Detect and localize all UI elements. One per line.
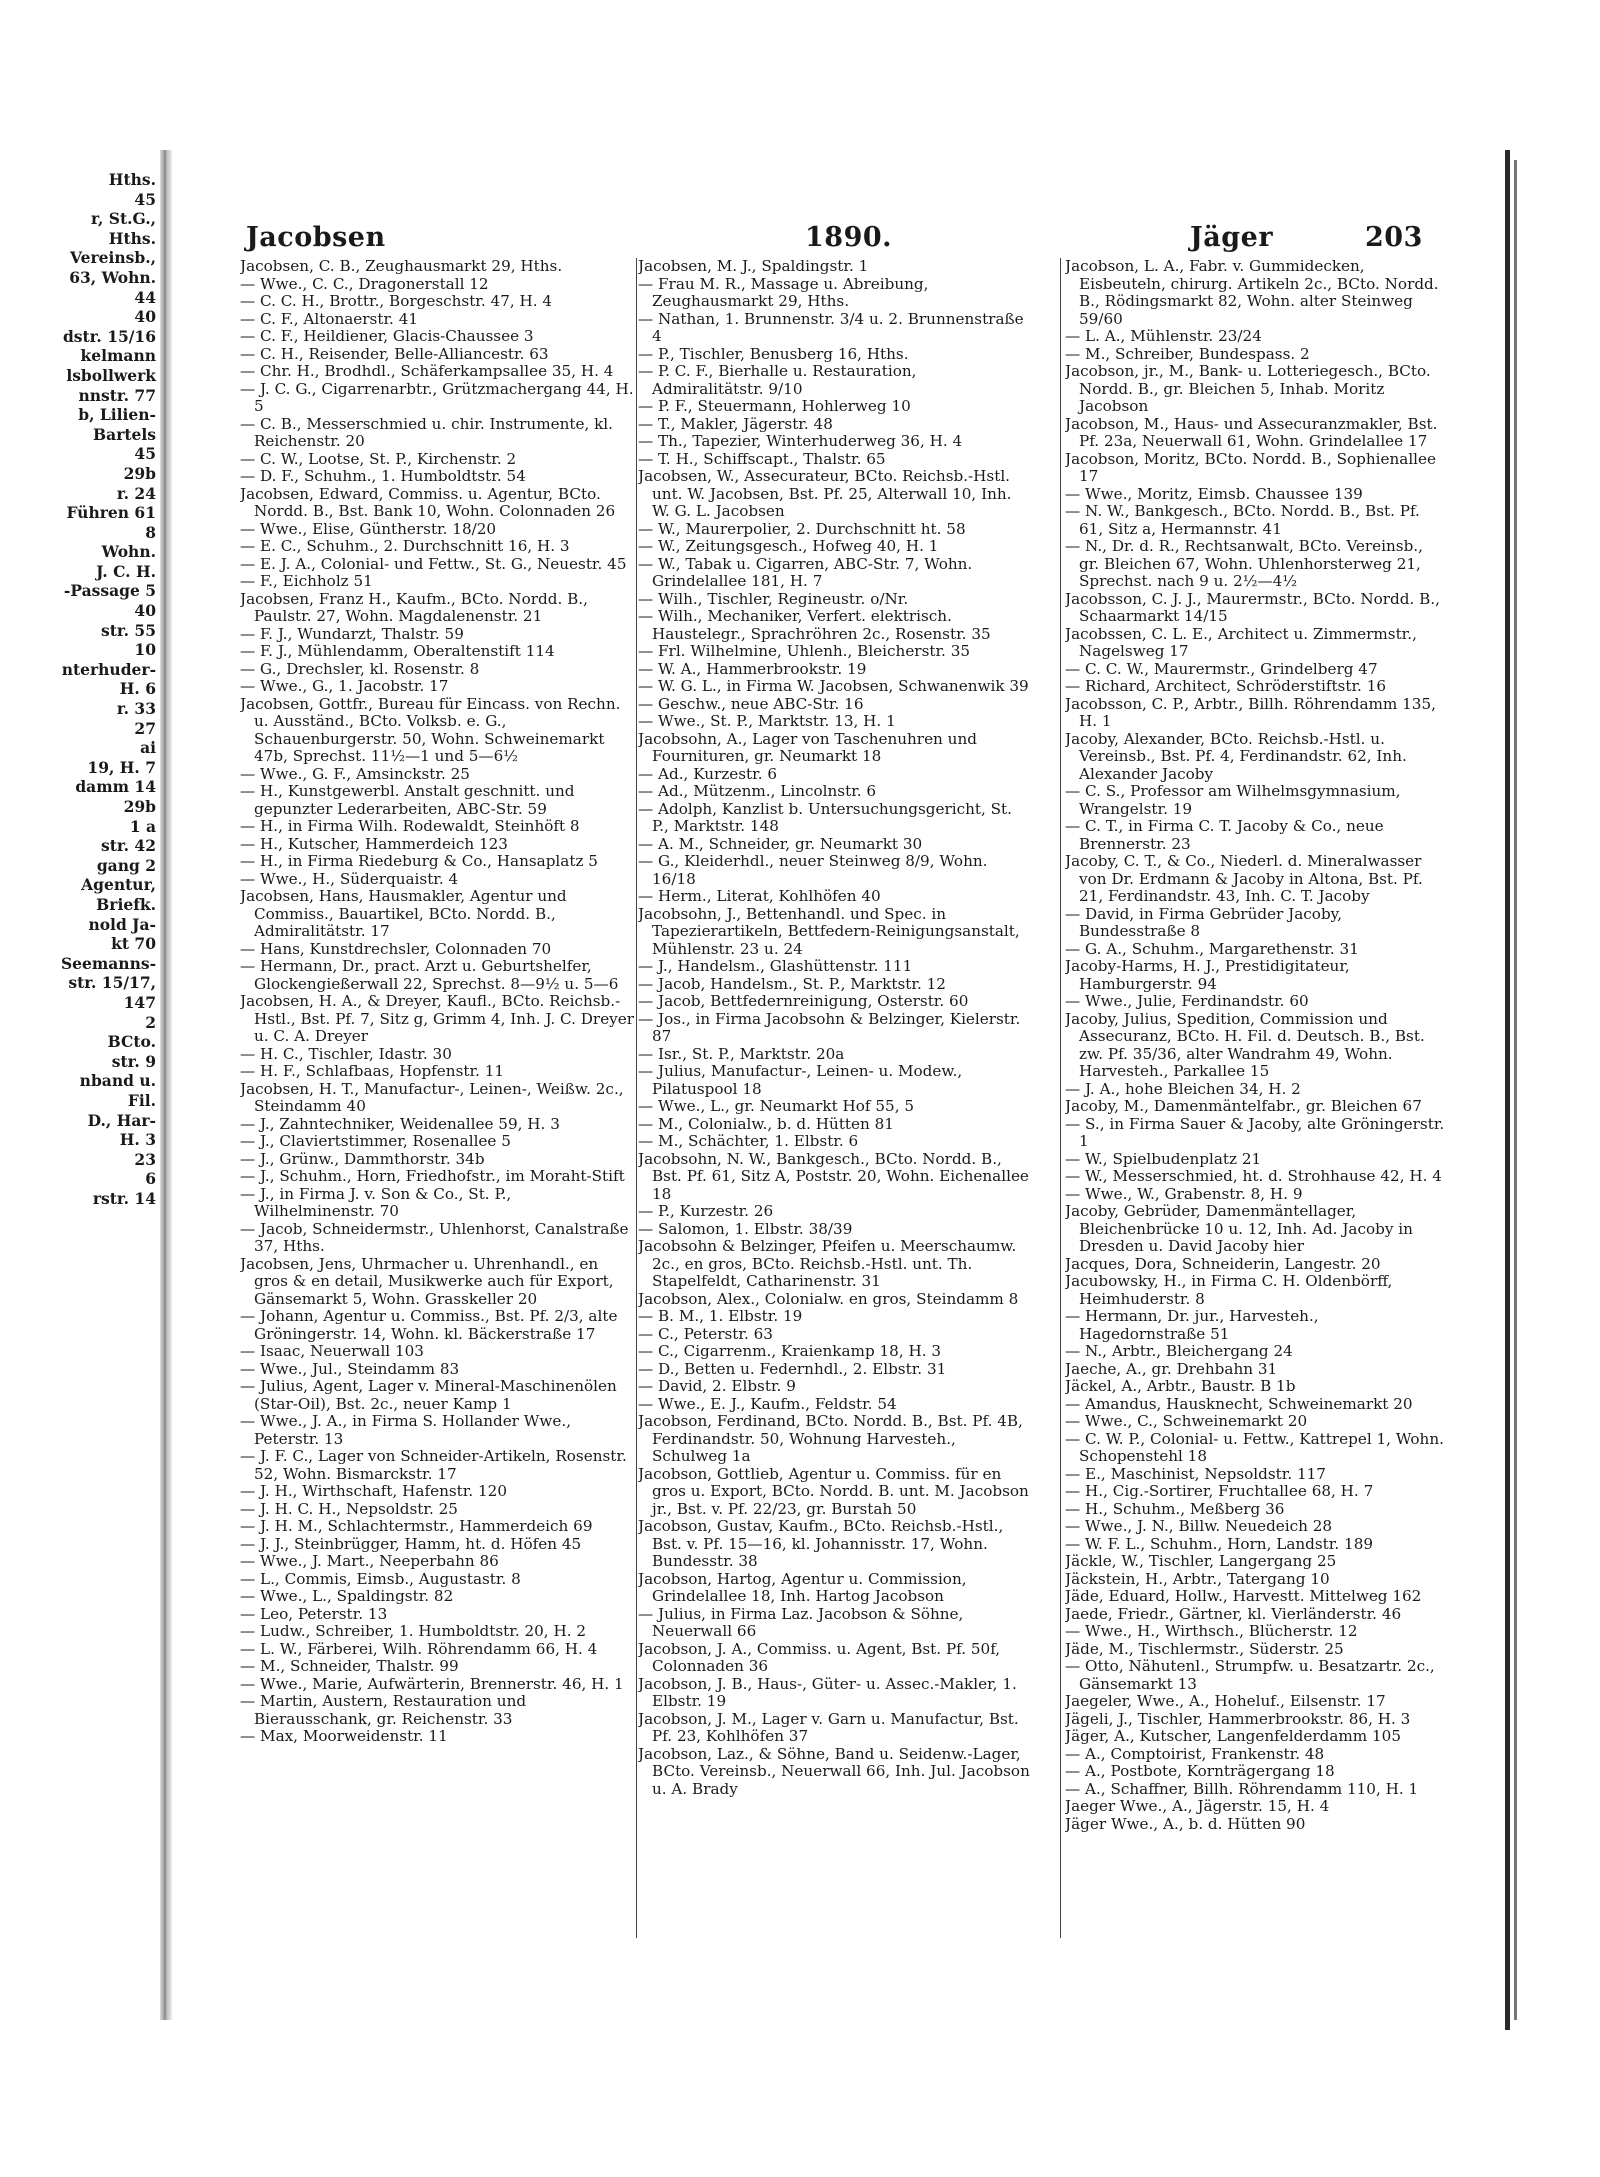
directory-entry: — Wwe., H., Süderquaistr. 4 xyxy=(240,869,459,888)
directory-entry: Jacobsen, Gottfr., Bureau für Eincass. von Rechn. u. Ausständ., BCto. Volksb. e. G., Schauenburgerstr. 50, Wohn. Schweinemarkt 47b, Sprechst. 11½—1 und 5—6½ xyxy=(240,694,621,765)
directory-entry: Jacobson, Gustav, Kaufm., BCto. Reichsb.-Hstl., Bst. v. Pf. 15—16, kl. Johannisstr. 17, Wohn. Bundesstr. 38 xyxy=(638,1517,1004,1570)
directory-entry: Jacobsen, W., Assecurateur, BCto. Reichsb.-Hstl. unt. W. Jacobsen, Bst. Pf. 25, Alterwall 10, Inh. W. G. L. Jacobsen xyxy=(638,467,1012,520)
previous-page-text-fragment: Hths. xyxy=(108,228,156,248)
directory-entry: Jaeger Wwe., A., Jägerstr. 15, H. 4 xyxy=(1065,1797,1330,1815)
directory-entry: — Wwe., W., Grabenstr. 8, H. 9 xyxy=(1065,1184,1303,1203)
directory-entry: — A. M., Schneider, gr. Neumarkt 30 xyxy=(638,834,923,853)
page-edge-line xyxy=(1514,160,1517,2020)
previous-page-text-fragment: Fil. xyxy=(127,1090,156,1110)
directory-entry: — E. J. A., Colonial- und Fettw., St. G., Neuestr. 45 xyxy=(240,554,627,573)
directory-entry: Jacobsen, M. J., Spaldingstr. 1 xyxy=(638,258,869,275)
directory-entry: Jacobsen, H. A., & Dreyer, Kaufl., BCto. Reichsb.-Hstl., Bst. Pf. 7, Sitz g, Grimm 4, Inh. J. C. Dreyer u. C. A. Dreyer xyxy=(240,992,635,1045)
directory-entry: Jacobsohn, J., Bettenhandl. und Spec. in Tapezierartikeln, Bettfedern-Reinigungsanstalt, Mühlenstr. 23 u. 24 xyxy=(638,904,1020,958)
previous-page-text-fragment: Seemanns- xyxy=(60,953,156,973)
directory-entry: — J. C. G., Cigarrenarbtr., Grützmachergang 44, H. 5 xyxy=(240,379,634,415)
previous-page-text-fragment: str. 55 xyxy=(101,620,156,640)
directory-entry: Jacobson, J. M., Lager v. Garn u. Manufactur, Bst. Pf. 23, Kohlhöfen 37 xyxy=(638,1709,1019,1745)
directory-entry: — W. A., Hammerbrookstr. 19 xyxy=(638,659,867,678)
directory-entry: — Wwe., J. Mart., Neeperbahn 86 xyxy=(240,1552,499,1570)
directory-entry: — A., Schaffner, Billh. Röhrendamm 110, H. 1 xyxy=(1065,1779,1419,1798)
directory-entry: — M., Schneider, Thalstr. 99 xyxy=(240,1657,459,1675)
directory-entry: Jacobsohn, N. W., Bankgesch., BCto. Nordd. B., Bst. Pf. 61, Sitz A, Poststr. 20, Wohn. Eichenallee 18 xyxy=(638,1149,1029,1203)
previous-page-text-fragment: lsbollwerk xyxy=(66,365,156,385)
previous-page-text-fragment: H. 6 xyxy=(119,679,156,699)
directory-entry: — Leo, Peterstr. 13 xyxy=(240,1604,388,1623)
directory-entry: — H., in Firma Wilh. Rodewaldt, Steinhöft 8 xyxy=(240,817,580,835)
directory-entry: — Johann, Agentur u. Commiss., Bst. Pf. 2/3, alte Gröningerstr. 14, Wohn. kl. Bäckerstraße 17 xyxy=(240,1307,618,1343)
previous-page-text-fragment: 40 xyxy=(134,307,156,327)
directory-entry: — Max, Moorweidenstr. 11 xyxy=(240,1727,448,1745)
directory-entry: Jacobsen, Franz H., Kaufm., BCto. Nordd. B., Paulstr. 27, Wohn. Magdalenenstr. 21 xyxy=(240,589,588,625)
previous-page-text-fragment: Vereinsb., xyxy=(69,248,156,268)
directory-entry: — Herm., Literat, Kohlhöfen 40 xyxy=(638,887,881,905)
directory-entry: — H., Schuhm., Meßberg 36 xyxy=(1065,1499,1285,1518)
previous-page-text-fragment: Briefk. xyxy=(96,894,156,914)
directory-entry: Jacobsson, C. P., Arbtr., Billh. Röhrendamm 135, H. 1 xyxy=(1065,694,1436,730)
previous-page-text-fragment: BCto. xyxy=(107,1032,156,1052)
directory-entry: — F. J., Wundarzt, Thalstr. 59 xyxy=(240,624,464,643)
directory-entry: Jacobson, Laz., & Söhne, Band u. Seidenw.-Lager, BCto. Vereinsb., Neuerwall 66, Inh. Jul. Jacobson u. A. Brady xyxy=(638,1744,1030,1798)
directory-entry: Jacobson, Hartog, Agentur u. Commission, Grindelallee 18, Inh. Hartog Jacobson xyxy=(638,1569,967,1605)
directory-entry: Jacobssen, C. L. E., Architect u. Zimmermstr., Nagelsweg 17 xyxy=(1065,624,1417,660)
directory-entry: — L. W., Färberei, Wilh. Röhrendamm 66, H. 4 xyxy=(240,1639,598,1658)
directory-entry: — Wwe., Moritz, Eimsb. Chaussee 139 xyxy=(1065,484,1363,503)
directory-entry: — Wwe., E. J., Kaufm., Feldstr. 54 xyxy=(638,1394,897,1413)
directory-entry: Jacobson, jr., M., Bank- u. Lotteriegesch., BCto. Nordd. B., gr. Bleichen 5, Inhab. Moritz Jacobson xyxy=(1065,362,1431,415)
directory-entry: Jacobson, M., Haus- und Assecuranzmakler, Bst. Pf. 23a, Neuerwall 61, Wohn. Grindelallee 17 xyxy=(1065,414,1438,450)
directory-entry: — M., Schreiber, Bundespass. 2 xyxy=(1065,344,1310,363)
previous-page-text-fragment: 40 xyxy=(134,601,156,621)
directory-entry: — N., Dr. d. R., Rechtsanwalt, BCto. Vereinsb., gr. Bleichen 67, Wohn. Uhlenhorsterweg 21, Sprechst. nach 9 u. 2½—4½ xyxy=(1065,537,1423,590)
directory-entry: — C. H., Reisender, Belle-Alliancestr. 63 xyxy=(240,344,549,363)
directory-entry: — Isr., St. P., Marktstr. 20a xyxy=(638,1044,845,1063)
previous-page-text-fragment: 44 xyxy=(134,287,156,307)
directory-entry: — Hans, Kunstdrechsler, Colonnaden 70 xyxy=(240,939,552,958)
directory-entry: — G. A., Schuhm., Margarethenstr. 31 xyxy=(1065,939,1359,958)
previous-page-text-fragment: kt 70 xyxy=(111,934,156,954)
directory-entry: — H., in Firma Riedeburg & Co., Hansaplatz 5 xyxy=(240,852,598,870)
previous-page-text-fragment: nnstr. 77 xyxy=(78,385,156,405)
directory-entry: — Wwe., L., Spaldingstr. 82 xyxy=(240,1587,454,1605)
column-rule xyxy=(1060,258,1061,1938)
directory-entry: — Adolph, Kanzlist b. Untersuchungsgericht, St. P., Marktstr. 148 xyxy=(638,799,1012,835)
directory-entry: Jacobson, L. A., Fabr. v. Gummidecken, Eisbeuteln, chirurg. Artikeln 2c., BCto. Nordd. B., Rödingsmarkt 82, Wohn. alter Steinweg 59/60 xyxy=(1065,258,1439,328)
directory-entry: — Geschw., neue ABC-Str. 16 xyxy=(638,694,864,713)
directory-entry: — David, in Firma Gebrüder Jacoby, Bundesstraße 8 xyxy=(1065,904,1343,940)
directory-entry: — Wilh., Tischler, Regineustr. o/Nr. xyxy=(638,589,909,608)
previous-page-text-fragment: rstr. 14 xyxy=(92,1188,156,1208)
previous-page-text-fragment: r. 33 xyxy=(116,699,156,719)
directory-entry: — J., Grünw., Dammthorstr. 34b xyxy=(240,1149,485,1168)
directory-entry: — F., Eichholz 51 xyxy=(240,572,373,590)
directory-entry: — Wwe., Elise, Güntherstr. 18/20 xyxy=(240,519,497,538)
directory-entry: — Wwe., Julie, Ferdinandstr. 60 xyxy=(1065,992,1309,1010)
directory-entry: Jacobson, Moritz, BCto. Nordd. B., Sophienallee 17 xyxy=(1065,449,1437,485)
directory-entry: Jacoby, Gebrüder, Damenmäntellager, Bleichenbrücke 10 u. 12, Inh. Ad. Jacoby in Dresden u. David Jacoby hier xyxy=(1065,1202,1413,1255)
previous-page-text-fragment: str. 42 xyxy=(101,836,156,856)
directory-entry: — J., Handelsm., Glashüttenstr. 111 xyxy=(638,957,913,975)
previous-page-text-fragment: 29b xyxy=(123,463,156,483)
directory-entry: — E., Maschinist, Nepsoldstr. 117 xyxy=(1065,1464,1326,1483)
page-header xyxy=(240,222,1430,254)
directory-entry: Jacobson, Ferdinand, BCto. Nordd. B., Bst. Pf. 4B, Ferdinandstr. 50, Wohnung Harvesteh., Schulweg 1a xyxy=(638,1412,1023,1465)
directory-entry: — W. F. L., Schuhm., Horn, Landstr. 189 xyxy=(1065,1534,1374,1553)
page-number: 203 xyxy=(1365,222,1423,253)
directory-entry: Jacobson, Alex., Colonialw. en gros, Steindamm 8 xyxy=(638,1289,1019,1308)
previous-page-text-fragment: Wohn. xyxy=(101,542,156,562)
directory-column-1 xyxy=(240,258,635,1998)
directory-entry: Jacobsen, C. B., Zeughausmarkt 29, Hths. xyxy=(240,258,563,275)
previous-page-text-fragment: dstr. 15/16 xyxy=(62,326,156,346)
directory-entry: — W., Zeitungsgesch., Hofweg 40, H. 1 xyxy=(638,537,939,555)
directory-entry: — A., Comptoirist, Frankenstr. 48 xyxy=(1065,1744,1325,1763)
directory-entry: Jacobsen, Edward, Commiss. u. Agentur, BCto. Nordd. B., Bst. Bank 10, Wohn. Colonnaden 26 xyxy=(240,484,616,520)
running-head-year: 1890. xyxy=(805,222,893,253)
previous-page-text-fragment: r, St.G., xyxy=(90,209,156,229)
previous-page-text-fragment: str. 15/17, xyxy=(68,973,156,993)
previous-page-text-fragment: Hths. xyxy=(108,170,156,189)
directory-entry: — Jos., in Firma Jacobsohn & Belzinger, Kielerstr. 87 xyxy=(638,1009,1021,1045)
directory-entry: — Amandus, Hausknecht, Schweinemarkt 20 xyxy=(1065,1394,1413,1413)
directory-entry: — L., Commis, Eimsb., Augustastr. 8 xyxy=(240,1569,521,1588)
previous-page-text-fragment: 19, H. 7 xyxy=(87,757,156,777)
directory-entry: — Hermann, Dr., pract. Arzt u. Geburtshelfer, Glockengießerwall 22, Sprechst. 8—9½ u. 5—6 xyxy=(240,957,619,993)
previous-page-text-fragment: -Passage 5 xyxy=(63,581,156,601)
directory-entry: — W. G. L., in Firma W. Jacobsen, Schwanenwik 39 xyxy=(638,677,1029,695)
directory-entry: — Wilh., Mechaniker, Verfert. elektrisch. Haustelegr., Sprachröhren 2c., Rosenstr. 35 xyxy=(638,607,991,643)
directory-entry: — D. F., Schuhm., 1. Humboldtstr. 54 xyxy=(240,467,526,485)
directory-entry: — H. F., Schlafbaas, Hopfenstr. 11 xyxy=(240,1062,505,1080)
previous-page-text-fragment: 10 xyxy=(134,640,156,660)
directory-entry: — F. J., Mühlendamm, Oberaltenstift 114 xyxy=(240,642,555,660)
directory-entry: — C. W. P., Colonial- u. Fettw., Kattrepel 1, Wohn. Schopenstehl 18 xyxy=(1065,1429,1444,1465)
directory-entry: Jaegeler, Wwe., A., Hoheluf., Eilsenstr. 17 xyxy=(1065,1692,1386,1710)
directory-entry: — H., Kunstgewerbl. Anstalt geschnitt. und gepunzter Lederarbeiten, ABC-Str. 59 xyxy=(240,782,575,818)
previous-page-text-fragment: 45 xyxy=(134,189,156,209)
directory-entry: — Wwe., Jul., Steindamm 83 xyxy=(240,1359,460,1378)
directory-entry: — T., Makler, Jägerstr. 48 xyxy=(638,414,833,433)
directory-entry: — Wwe., C., Schweinemarkt 20 xyxy=(1065,1412,1308,1430)
directory-entry: — Th., Tapezier, Winterhuderweg 36, H. 4 xyxy=(638,432,963,450)
column-rule xyxy=(636,258,637,1938)
directory-entry: Jäger, A., Kutscher, Langenfelderdamm 105 xyxy=(1065,1727,1402,1745)
directory-entry: Jägeli, J., Tischler, Hammerbrookstr. 86, H. 3 xyxy=(1065,1709,1411,1728)
directory-entry: Jacobsen, Jens, Uhrmacher u. Uhrenhandl., en gros & en detail, Musikwerke auch für Export, Gänsemarkt 5, Wohn. Grasskeller 20 xyxy=(240,1254,614,1308)
directory-entry: — Wwe., C. C., Dragonerstall 12 xyxy=(240,274,489,293)
previous-page-text-fragment: 63, Wohn. xyxy=(69,267,156,287)
directory-entry: — B. M., 1. Elbstr. 19 xyxy=(638,1307,803,1325)
directory-entry: — Hermann, Dr. jur., Harvesteh., Hagedornstraße 51 xyxy=(1065,1307,1319,1343)
previous-page-text-fragment: 23 xyxy=(134,1149,156,1169)
directory-entry: Jacobson, J. A., Commiss. u. Agent, Bst. Pf. 50f, Colonnaden 36 xyxy=(638,1639,1001,1675)
directory-entry: — Frl. Wilhelmine, Uhlenh., Bleicherstr. 35 xyxy=(638,642,971,660)
directory-entry: — Richard, Architect, Schröderstiftstr. 16 xyxy=(1065,677,1387,695)
previous-page-text-fragment: kelmann xyxy=(80,346,156,366)
directory-entry: — J., Schuhm., Horn, Friedhofstr., im Moraht-Stift xyxy=(240,1167,625,1185)
previous-page-text-fragment: 27 xyxy=(134,718,156,738)
directory-entry: — J. J., Steinbrügger, Hamm, ht. d. Höfen 45 xyxy=(240,1534,582,1553)
directory-entry: — H. C., Tischler, Idastr. 30 xyxy=(240,1044,452,1063)
directory-entry: — Julius, Agent, Lager v. Mineral-Maschinenölen (Star-Oil), Bst. 2c., neuer Kamp 1 xyxy=(240,1377,617,1413)
directory-entry: — J. A., hohe Bleichen 34, H. 2 xyxy=(1065,1079,1301,1098)
directory-entry: Jaeche, A., gr. Drehbahn 31 xyxy=(1065,1359,1278,1378)
directory-entry: — Wwe., J. A., in Firma S. Hollander Wwe., Peterstr. 13 xyxy=(240,1412,572,1448)
directory-entry: — Wwe., J. N., Billw. Neuedeich 28 xyxy=(1065,1517,1333,1535)
directory-entry: — E. C., Schuhm., 2. Durchschnitt 16, H. 3 xyxy=(240,537,570,555)
directory-entry: Jacoby, M., Damenmäntelfabr., gr. Bleichen 67 xyxy=(1065,1097,1422,1115)
directory-entry: — J., Claviertstimmer, Rosenallee 5 xyxy=(240,1132,511,1150)
directory-entry: — Ad., Kurzestr. 6 xyxy=(638,764,778,783)
directory-entry: Jäckle, W., Tischler, Langergang 25 xyxy=(1065,1552,1337,1570)
previous-page-text-fragment: 8 xyxy=(145,522,156,542)
directory-entry: Jacobson, Gottlieb, Agentur u. Commiss. für en gros u. Export, BCto. Nordd. B. unt. M. Jacobson jr., Bst. v. Pf. 22/23, gr. Burstah 50 xyxy=(638,1464,1029,1518)
previous-page-text-fragment: 29b xyxy=(123,797,156,816)
directory-entry: — C. F., Heildiener, Glacis-Chaussee 3 xyxy=(240,327,534,345)
directory-entry: Jacoby, Alexander, BCto. Reichsb.-Hstl. u. Vereinsb., Bst. Pf. 4, Ferdinandstr. 62, Inh. Alexander Jacoby xyxy=(1065,729,1407,783)
directory-entry: — A., Postbote, Kornträgergang 18 xyxy=(1065,1762,1335,1780)
directory-entry: Jacobsson, C. J. J., Maurermstr., BCto. Nordd. B., Schaarmarkt 14/15 xyxy=(1065,589,1440,625)
directory-entry: — Chr. H., Brodhdl., Schäferkampsallee 35, H. 4 xyxy=(240,362,614,380)
previous-page-text-fragment: nterhuder- xyxy=(61,659,156,679)
previous-page-text-fragment: J. C. H. xyxy=(96,561,156,581)
directory-entry: — Frau M. R., Massage u. Abreibung, Zeughausmarkt 29, Hths. xyxy=(638,274,929,310)
directory-entry: — G., Kleiderhdl., neuer Steinweg 8/9, Wohn. 16/18 xyxy=(638,852,988,888)
directory-entry: — W., Tabak u. Cigarren, ABC-Str. 7, Wohn. Grindelallee 181, H. 7 xyxy=(638,554,973,590)
directory-entry: — C., Peterstr. 63 xyxy=(638,1324,773,1343)
directory-entry: — C., Cigarrenm., Kraienkamp 18, H. 3 xyxy=(638,1342,942,1360)
directory-entry: — Jacob, Handelsm., St. P., Marktstr. 12 xyxy=(638,974,946,993)
directory-entry: Jacobsohn & Belzinger, Pfeifen u. Meerschaumw. 2c., en gros, BCto. Reichsb.-Hstl. unt. Th. Stapelfeldt, Catharinenstr. 31 xyxy=(638,1237,1017,1290)
directory-entry: — Wwe., H., Wirthsch., Blücherstr. 12 xyxy=(1065,1622,1358,1640)
previous-page-text-fragment: 1 a xyxy=(129,816,156,836)
previous-page-fragment xyxy=(0,170,160,1980)
directory-entry: — Isaac, Neuerwall 103 xyxy=(240,1342,424,1360)
directory-column-3 xyxy=(1065,258,1447,1998)
directory-entry: — Jacob, Bettfedernreinigung, Osterstr. 60 xyxy=(638,992,969,1010)
previous-page-text-fragment: damm 14 xyxy=(75,777,156,797)
directory-entry: Jacoby-Harms, H. J., Prestidigitateur, Hamburgerstr. 94 xyxy=(1065,957,1350,993)
directory-entry: — P. C. F., Bierhalle u. Restauration, Admiralitätstr. 9/10 xyxy=(638,362,917,398)
directory-entry: — P., Kurzestr. 26 xyxy=(638,1202,774,1220)
directory-entry: Jäger Wwe., A., b. d. Hütten 90 xyxy=(1065,1814,1306,1833)
running-head-left: Jacobsen xyxy=(246,222,386,253)
previous-page-text-fragment: 2 xyxy=(145,1012,156,1032)
directory-entry: — W., Spielbudenplatz 21 xyxy=(1065,1149,1262,1168)
directory-entry: Jacques, Dora, Schneiderin, Langestr. 20 xyxy=(1065,1254,1381,1273)
directory-entry: — J. H. M., Schlachtermstr., Hammerdeich 69 xyxy=(240,1517,593,1535)
directory-entry: — J., Zahntechniker, Weidenallee 59, H. 3 xyxy=(240,1114,560,1133)
directory-entry: Jacobsen, Hans, Hausmakler, Agentur und Commiss., Bauartikel, BCto. Nordd. B., Admiralitätstr. 17 xyxy=(240,887,567,940)
directory-entry: — S., in Firma Sauer & Jacoby, alte Gröningerstr. 1 xyxy=(1065,1114,1445,1150)
directory-entry: — Martin, Austern, Restauration und Bierausschank, gr. Reichenstr. 33 xyxy=(240,1692,527,1728)
previous-page-text-fragment: 6 xyxy=(145,1169,156,1189)
directory-entry: — N. W., Bankgesch., BCto. Nordd. B., Bst. Pf. 61, Sitz a, Hermannstr. 41 xyxy=(1065,502,1420,538)
directory-entry: Jacobsen, H. T., Manufactur-, Leinen-, Weißw. 2c., Steindamm 40 xyxy=(240,1079,624,1115)
directory-entry: — W., Maurerpolier, 2. Durchschnitt ht. 58 xyxy=(638,519,966,538)
previous-page-text-fragment: D., Har- xyxy=(87,1110,156,1130)
directory-entry: — Wwe., L., gr. Neumarkt Hof 55, 5 xyxy=(638,1097,915,1115)
directory-entry: — M., Colonialw., b. d. Hütten 81 xyxy=(638,1114,894,1133)
directory-entry: — H., Cig.-Sortirer, Fruchtallee 68, H. 7 xyxy=(1065,1482,1374,1500)
directory-entry: Jacoby, Julius, Spedition, Commission und Assecuranz, BCto. H. Fil. d. Deutsch. B., Bst. zw. Pf. 35/36, alter Wandrahm 49, Wohn. Harvesteh., Parkallee 15 xyxy=(1065,1009,1425,1080)
directory-entry: — D., Betten u. Federnhdl., 2. Elbstr. 31 xyxy=(638,1359,947,1378)
directory-entry: — C. C. W., Maurermstr., Grindelberg 47 xyxy=(1065,659,1378,678)
directory-column-2 xyxy=(638,258,1032,1998)
directory-entry: — Ad., Mützenm., Lincolnstr. 6 xyxy=(638,782,877,800)
directory-entry: — C. S., Professor am Wilhelmsgymnasium, Wrangelstr. 19 xyxy=(1065,782,1401,818)
directory-entry: — M., Schächter, 1. Elbstr. 6 xyxy=(638,1132,859,1150)
directory-entry: — L. A., Mühlenstr. 23/24 xyxy=(1065,327,1262,345)
directory-entry: — C. B., Messerschmied u. chir. Instrumente, kl. Reichenstr. 20 xyxy=(240,414,613,450)
previous-page-text-fragment: b, Lilien- xyxy=(78,405,156,425)
directory-entry: — J., in Firma J. v. Son & Co., St. P., Wilhelminenstr. 70 xyxy=(240,1184,512,1220)
directory-entry: Jacobson, J. B., Haus-, Güter- u. Assec.-Makler, 1. Elbstr. 19 xyxy=(638,1674,1017,1710)
directory-entry: — J. H., Wirthschaft, Hafenstr. 120 xyxy=(240,1482,507,1500)
previous-page-text-fragment: str. 9 xyxy=(111,1051,156,1071)
directory-entry: — C. C. H., Brottr., Borgeschstr. 47, H. 4 xyxy=(240,292,553,310)
directory-entry: — C. W., Lootse, St. P., Kirchenstr. 2 xyxy=(240,449,517,468)
previous-page-text-fragment: Bartels xyxy=(93,424,156,444)
directory-entry: — W., Messerschmied, ht. d. Strohhause 42, H. 4 xyxy=(1065,1167,1442,1185)
directory-entry: — Jacob, Schneidermstr., Uhlenhorst, Canalstraße 37, Hths. xyxy=(240,1219,629,1255)
directory-entry: Jäckel, A., Arbtr., Baustr. B 1b xyxy=(1065,1377,1296,1395)
directory-entry: Jacoby, C. T., & Co., Niederl. d. Mineralwasser von Dr. Erdmann & Jacoby in Altona, Bst. Pf. 21, Ferdinandstr. 43, Inh. C. T. Jacoby xyxy=(1065,852,1423,905)
directory-entry: — G., Drechsler, kl. Rosenstr. 8 xyxy=(240,659,480,678)
previous-page-text-fragment: 45 xyxy=(134,444,156,464)
directory-entry: — Wwe., G. F., Amsinckstr. 25 xyxy=(240,764,470,783)
directory-entry: — Julius, Manufactur-, Leinen- u. Modew., Pilatuspool 18 xyxy=(638,1062,963,1098)
directory-entry: — Wwe., St. P., Marktstr. 13, H. 1 xyxy=(638,712,896,730)
previous-page-text-fragment: nold Ja- xyxy=(88,914,156,934)
directory-entry: — Otto, Nähutenl., Strumpfw. u. Besatzartr. 2c., Gänsemarkt 13 xyxy=(1065,1657,1435,1693)
directory-entry: — H., Kutscher, Hammerdeich 123 xyxy=(240,834,508,853)
directory-entry: — Salomon, 1. Elbstr. 38/39 xyxy=(638,1219,853,1238)
previous-page-text-fragment: Führen 61 xyxy=(66,503,156,523)
previous-page-text-fragment: r. 24 xyxy=(116,483,156,503)
directory-entry: Jäckstein, H., Arbtr., Tatergang 10 xyxy=(1065,1569,1330,1588)
directory-entry: — P. F., Steuermann, Hohlerweg 10 xyxy=(638,397,911,415)
directory-entry: — C. T., in Firma C. T. Jacoby & Co., neue Brennerstr. 23 xyxy=(1065,817,1384,853)
directory-entry: — T. H., Schiffscapt., Thalstr. 65 xyxy=(638,449,886,468)
previous-page-text-fragment: Agentur, xyxy=(81,875,156,895)
previous-page-text-fragment: nband u. xyxy=(79,1071,156,1091)
previous-page-text-fragment: 147 xyxy=(123,992,156,1012)
previous-page-text-fragment: ai xyxy=(140,738,156,758)
directory-entry: Jäde, Eduard, Hollw., Harvestt. Mittelweg 162 xyxy=(1065,1587,1422,1605)
directory-entry: Jacobsohn, A., Lager von Taschenuhren und Fournituren, gr. Neumarkt 18 xyxy=(638,729,977,765)
directory-entry: — J. H. C. H., Nepsoldstr. 25 xyxy=(240,1499,458,1518)
directory-entry: — Julius, in Firma Laz. Jacobson & Söhne, Neuerwall 66 xyxy=(638,1604,964,1640)
directory-entry: — Nathan, 1. Brunnenstr. 3/4 u. 2. Brunnenstraße 4 xyxy=(638,309,1024,345)
running-head-right: Jäger xyxy=(1190,222,1274,253)
directory-entry: — David, 2. Elbstr. 9 xyxy=(638,1377,796,1395)
previous-page-text-fragment: gang 2 xyxy=(96,855,156,875)
directory-entry: — P., Tischler, Benusberg 16, Hths. xyxy=(638,344,909,363)
directory-entry: — J. F. C., Lager von Schneider-Artikeln, Rosenstr. 52, Wohn. Bismarckstr. 17 xyxy=(240,1447,627,1483)
directory-entry: — C. F., Altonaerstr. 41 xyxy=(240,309,419,328)
directory-entry: Jäde, M., Tischlermstr., Süderstr. 25 xyxy=(1065,1639,1344,1658)
book-gutter xyxy=(160,150,172,2020)
directory-entry: — N., Arbtr., Bleichergang 24 xyxy=(1065,1342,1293,1360)
page-edge-line xyxy=(1505,150,1510,2030)
directory-entry: — Ludw., Schreiber, 1. Humboldtstr. 20, H. 2 xyxy=(240,1622,587,1640)
directory-entry: Jacubowsky, H., in Firma C. H. Oldenbörff, Heimhuderstr. 8 xyxy=(1065,1272,1393,1308)
directory-entry: — Wwe., G., 1. Jacobstr. 17 xyxy=(240,677,449,695)
previous-page-text-fragment: H. 3 xyxy=(119,1130,156,1150)
directory-entry: Jaede, Friedr., Gärtner, kl. Vierländerstr. 46 xyxy=(1065,1604,1402,1623)
directory-entry: — Wwe., Marie, Aufwärterin, Brennerstr. 46, H. 1 xyxy=(240,1674,624,1693)
